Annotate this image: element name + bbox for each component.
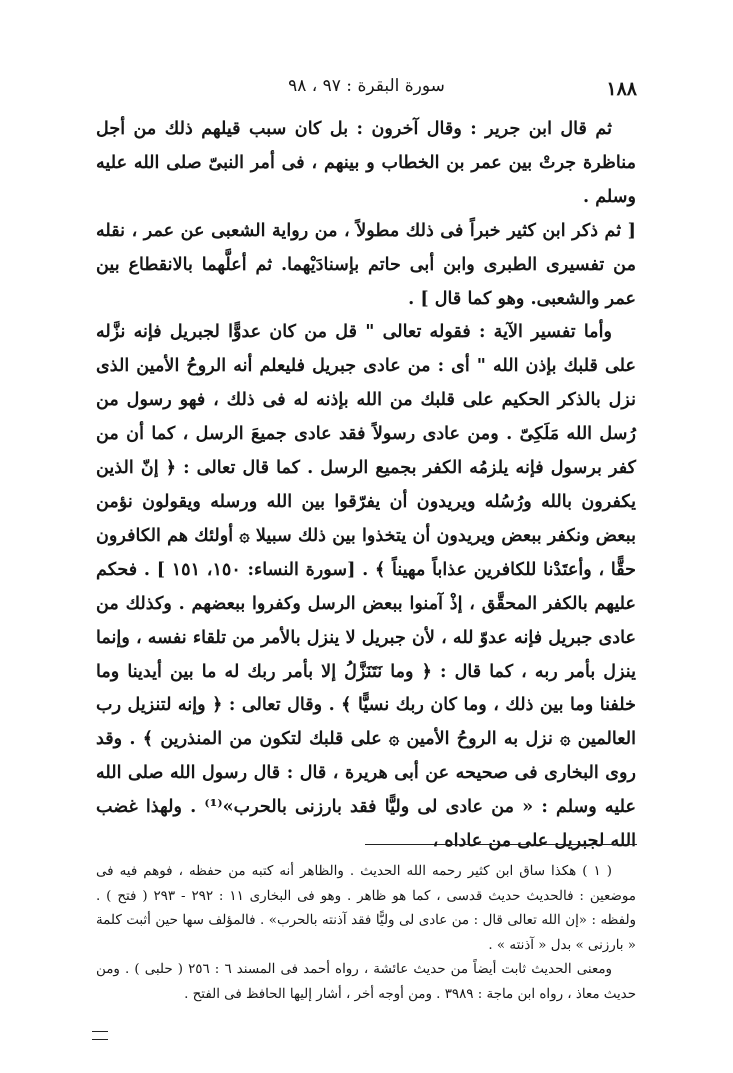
body-paragraph: [ ثم ذكر ابن كثير خبراً فى ذلك مطولاً ، من رواية الشعبى عن عمر ، نقله من تفسيرى الطبرى وابن أبى حاتم بإسنادَيْهما. ثم أعلَّهما بالانقطاع بين عمر والشعبى. وهو كما قال ] . <box>96 219 636 309</box>
page-header <box>96 70 637 100</box>
footnote-divider <box>365 844 637 845</box>
running-title: سورة البقرة : ٩٧ ، ٩٨ <box>288 76 445 96</box>
body-paragraph: ثم قال ابن جرير : وقال آخرون : بل كان سبب قيلهم ذلك من أجل مناظرة جرتْ بين عمر بن الخطاب و بينهم ، فى أمر النبىّ صلى الله عليه وسلم . <box>96 118 636 207</box>
main-text <box>96 112 636 858</box>
footnote-paragraph: ( ١ ) هكذا ساق ابن كثير رحمه الله الحديث . والظاهر أنه كتبه من حفظه ، فوهم فيه فى موضعين : فالحديث حديث قدسى ، كما هو ظاهر . وهو فى البخارى ١١ : ٢٩٢ - ٢٩٣ ( فتح ) . ولفظه : «إن الله تعالى قال : من عادى لى وليًّا فقد آذنته بالحرب» . فالمؤلف سها حين أثبت كلمة « بارزنى » بدل « آذنته » . <box>96 864 636 953</box>
footnote-paragraph: ومعنى الحديث ثابت أيضاً من حديث عائشة ، رواه أحمد فى المسند ٦ : ٢٥٦ ( حلبى ) . ومن حديث معاذ ، رواه ابن ماجة : ٣٩٨٩ . ومن أوجه أخر ، أشار إليها الحافظ فى الفتح . <box>96 962 636 1002</box>
page-number: ١٨٨ <box>606 78 637 100</box>
continuation-mark <box>92 1031 108 1040</box>
body-paragraph: وأما تفسير الآية : فقوله تعالى " قل من كان عدوًّا لجبريل فإنه نزَّله على قلبك بإذن الله " أى : من عادى جبريل فليعلم أنه الروحُ الأمين الذى نزل بالذكر الحكيم على قلبك من الله بإذنه له فى ذلك ، فهو رسول من رُسل الله مَلَكِىّ . ومن عادى رسولاً فقد عادى جميعَ الرسل ، كما أن من كفر برسول فإنه يلزمُه الكفر بجميع الرسل . كما قال تعالى : ﴿ إنّ الذين يكفرون بالله ورُسُله ويريدون أن يفرّقوا بين الله ورسله ويقولون نؤمن ببعض ونكفر ببعض ويريدون أن يتخذوا بين ذلك سبيلا ۞ أولئك هم الكافرون حقًّا ، وأعتَدْنا للكافرين عذاباً مهيناً ﴾ . [سورة النساء: ١٥٠، ١٥١ ] . فحكم عليهم بالكفر المحقَّق ، إذْ آمنوا ببعض الرسل وكفروا ببعضهم . وكذلك من عادى جبريل فإنه عدوّ لله ، لأن جبريل لا ينزل بالأمر من تلقاء نفسه ، وإنما ينزل بأمر ربه ، كما قال : ﴿ وما نَتَنَزَّلُ إلا بأمر ربك له ما بين أيدينا وما خلفنا وما بين ذلك ، وما كان ربك نسيًّا ﴾ . وقال تعالى : ﴿ وإنه لتنزيل رب العالمين ۞ نزل به الروحُ الأمين ۞ على قلبك لتكون من المنذرين ﴾ . وقد روى البخارى فى صحيحه عن أبى هريرة ، قال : قال رسول الله صلى الله عليه وسلم : « من عادى لى وليًّا فقد بارزنى بالحرب»⁽¹⁾ . ولهذا غضب الله لجبريل على من عاداه ، <box>96 321 636 852</box>
footnotes <box>96 860 636 1008</box>
